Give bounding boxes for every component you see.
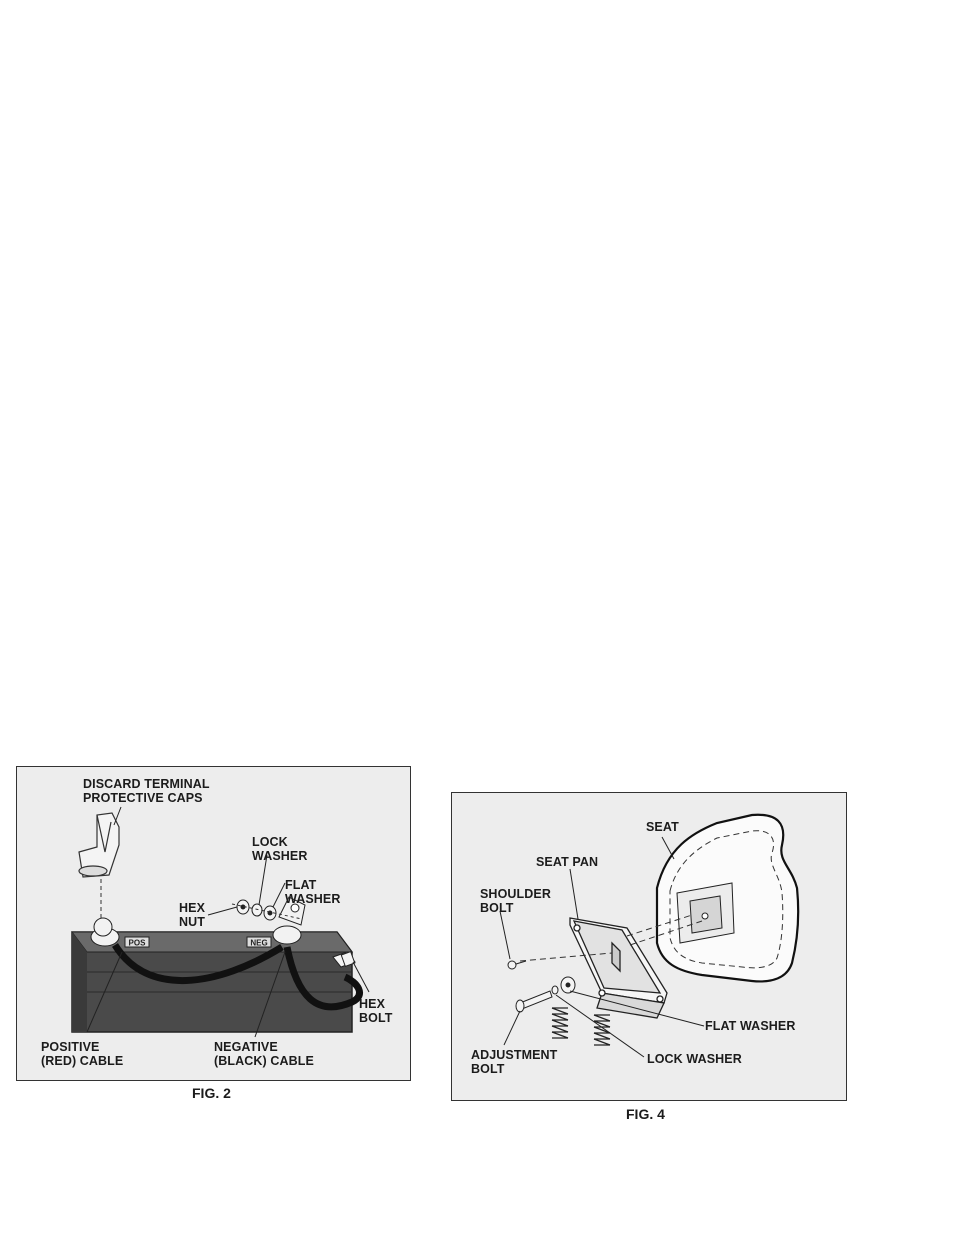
- seat-label: SEAT: [646, 820, 679, 834]
- flat-washer-label: FLAT WASHER: [285, 878, 341, 906]
- shoulder-bolt-icon: [508, 961, 526, 969]
- negative-cable-label: NEGATIVE (BLACK) CABLE: [214, 1040, 314, 1068]
- hex-nut-label: HEX NUT: [179, 901, 206, 929]
- fig2-caption: FIG. 2: [192, 1085, 231, 1101]
- positive-cable-label: POSITIVE (RED) CABLE: [41, 1040, 124, 1068]
- seat-pan-label: SEAT PAN: [536, 855, 599, 869]
- adjustment-bolt-icon: [516, 991, 552, 1012]
- flat-washer-label: FLAT WASHER: [705, 1019, 796, 1033]
- lock-washer-icon: [552, 986, 558, 994]
- battery-illustration: [17, 767, 412, 1082]
- seat-icon: [657, 815, 798, 982]
- lock-washer-label: LOCK WASHER: [252, 835, 308, 863]
- hex-nut-icon: [237, 900, 249, 914]
- terminal-cap-icon: [79, 813, 119, 877]
- neg-mark: NEG: [250, 938, 268, 948]
- lock-washer-icon: [252, 904, 262, 916]
- figure-battery-cables: [16, 766, 411, 1081]
- discard-caps-label: DISCARD TERMINAL PROTECTIVE CAPS: [83, 777, 210, 805]
- lock-washer-label: LOCK WASHER: [647, 1052, 742, 1066]
- positive-terminal-icon: [91, 918, 119, 946]
- seat-pan-icon: [570, 918, 667, 1018]
- fig4-caption: FIG. 4: [626, 1106, 665, 1122]
- pos-mark: POS: [128, 938, 146, 948]
- shoulder-bolt-label: SHOULDER BOLT: [480, 887, 551, 915]
- adjustment-bolt-label: ADJUSTMENT BOLT: [471, 1048, 558, 1076]
- flat-washer-icon: [561, 977, 575, 993]
- hex-bolt-label: HEX BOLT: [359, 997, 393, 1025]
- figure-seat-assembly: [451, 792, 847, 1101]
